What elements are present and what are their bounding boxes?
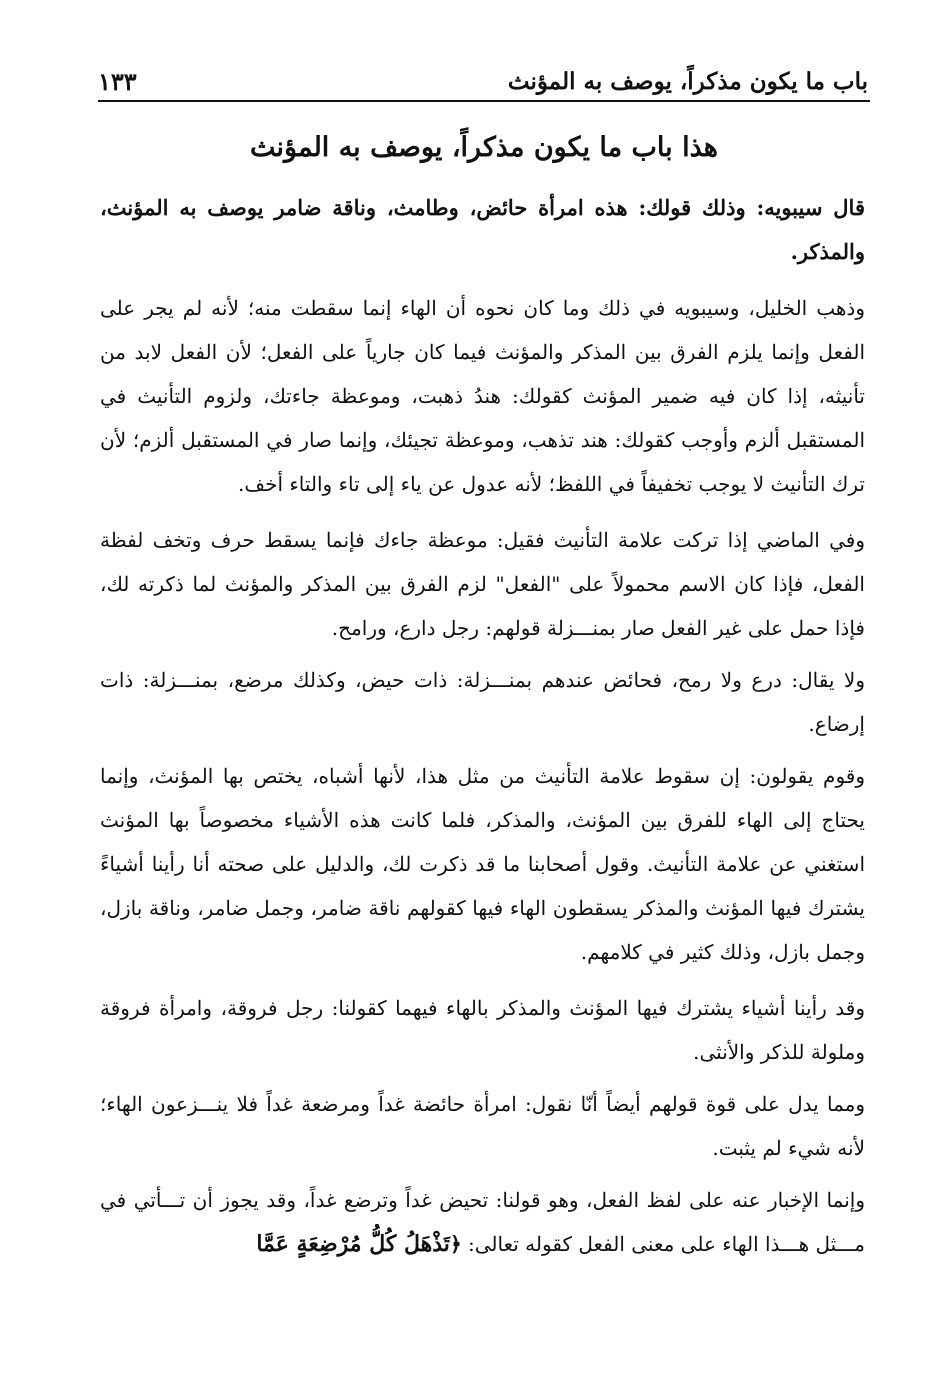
quran-verse: تَذْهَلُ كُلُّ مُرْضِعَةٍ عَمَّا — [256, 1231, 450, 1257]
paragraph-evidence: ومما يدل على قوة قولهم أيضاً أنّا نقول: امرأة حائضة غداً ومرضعة غداً فلا ينـــزعون الهاء؛ لأنه شيء لم يثبت. — [100, 1092, 865, 1160]
paragraph-text: وإنما الإخبار عنه على لفظ الفعل، وهو قولنا: تحيض غداً وترضع غداً، وقد يجوز أن تـــأتي في مـــثل هـــذا الهاء على معنى الفعل كقوله تعالى: — [100, 1188, 865, 1256]
paragraph-past-tense: وفي الماضي إذا تركت علامة التأنيث فقيل: موعظة جاءك فإنما يسقط حرف وتخف لفظة الفعل، فإذا كان الاسم محمولاً على "الفعل" لزم الفرق بين المذكر والمؤنث لما ذكرته لك، فإذا حمل على غير الفعل صار بمنـــزلة قولهم: رجل دارع، ورامح. — [100, 528, 865, 640]
section-heading: هذا باب ما يكون مذكراً، يوصف به المؤنث — [249, 132, 718, 163]
running-header — [98, 58, 868, 98]
paragraph-other-view: وقوم يقولون: إن سقوط علامة التأنيث من مثل هذا، لأنها أشباه، يختص بها المؤنث، وإنما يحتاج إلى الهاء للفرق بين المؤنث، والمذكر، فلما كانت هذه الأشياء مخصوصاً بها المؤنث استغني عن علامة التأنيث. وقول أصحابنا ما قد ذكرت لك، والدليل على صحته أنا رأينا أشياءً يشترك فيها المؤنث والمذكر يسقطون الهاء فيها كقولهم ناقة ضامر، وجمل ضامر، وناقة بازل، وجمل بازل، وذلك كثير في كلامهم. — [100, 764, 865, 964]
paragraph-shared-things: وقد رأينا أشياء يشترك فيها المؤنث والمذكر بالهاء فيهما كقولنا: رجل فروقة، وامرأة فروقة وملولة للذكر والأنثى. — [100, 996, 865, 1064]
header-divider — [98, 100, 870, 102]
quran-open-bracket: ﴿ — [449, 1232, 462, 1256]
body-text — [100, 186, 865, 1278]
paragraph-khalil-view: وذهب الخليل، وسيبويه في ذلك وما كان نحوه أن الهاء إنما سقطت منه؛ لأنه لم يجر على الفعل وإنما يلزم الفرق بين المذكر والمؤنث فيما كان جارياً على الفعل؛ لأن الفعل لابد من تأنيثه، إذا كان فيه ضمير المؤنث كقولك: هندُ ذهبت، وموعظة جاءتك، ولزوم التأنيث في المستقبل ألزم وأوجب كقولك: هند تذهب، وموعظة تجيئك، وإنما صار في المستقبل ألزم؛ لأن ترك التأنيث لا يوجب تخفيفاً في اللفظ؛ لأنه عدول عن ياء إلى تاء والتاء أخف. — [100, 296, 865, 496]
paragraph-not-said: ولا يقال: درع ولا رمح، فحائض عندهم بمنـــزلة: ذات حيض، وكذلك مرضع، بمنـــزلة: ذات إرضاع. — [100, 668, 865, 736]
paragraph-sibawayh-quote: قال سيبويه: وذلك قولك: هذه امرأة حائض، وطامث، وناقة ضامر يوصف به المؤنث، والمذكر. — [100, 195, 865, 264]
running-title: باب ما يكون مذكراً، يوصف به المؤنث — [507, 68, 868, 95]
page-number: ١٣٣ — [98, 67, 137, 96]
paragraph-quran-citation — [100, 1178, 865, 1266]
